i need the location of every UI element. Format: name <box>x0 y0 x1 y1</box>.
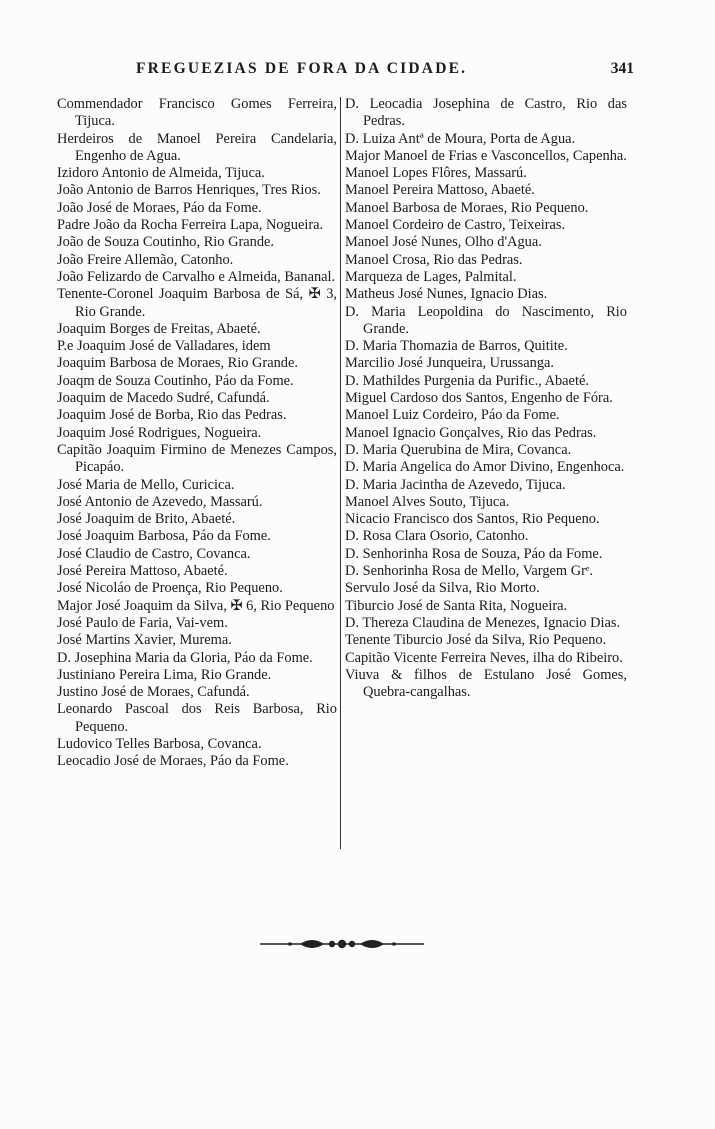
directory-entry: José Antonio de Azevedo, Massarú. <box>57 493 263 510</box>
directory-entry: Manoel Barbosa de Moraes, Rio Pequeno. <box>345 199 589 216</box>
directory-entry: D. Maria Thomazia de Barros, Quitite. <box>345 338 568 355</box>
column-divider <box>340 97 341 849</box>
directory-entry: Ludovico Telles Barbosa, Covanca. <box>57 735 262 752</box>
directory-entry: Major Manoel de Frias e Vasconcellos, Capenha. <box>345 147 627 164</box>
directory-entry: Commendador Francisco Gomes Ferreira, Tijuca. <box>57 96 337 130</box>
directory-entry: Herdeiros de Manoel Pereira Candelaria, Engenho de Agua. <box>57 130 337 164</box>
directory-entry: Manoel Pereira Mattoso, Abaeté. <box>345 182 535 199</box>
directory-entry: D. Luiza Antª de Moura, Porta de Agua. <box>345 130 576 147</box>
directory-entry: D. Josephina Maria da Gloria, Páo da Fome. <box>57 649 313 666</box>
directory-entry: Manoel Cordeiro de Castro, Teixeiras. <box>345 217 566 234</box>
directory-entry: Manoel Ignacio Gonçalves, Rio das Pedras. <box>345 424 597 441</box>
directory-entry: D. Leocadia Josephina de Castro, Rio das Pedras. <box>345 96 627 130</box>
directory-entry: José Claudio de Castro, Covanca. <box>57 545 251 562</box>
directory-entry: Manoel Alves Souto, Tijuca. <box>345 493 510 510</box>
directory-entry: Manoel Luiz Cordeiro, Páo da Fome. <box>345 407 560 424</box>
directory-entry: Capitão Joaquim Firmino de Menezes Campos, Picapáo. <box>57 441 337 476</box>
directory-entry: Joaquim de Macedo Sudré, Cafundá. <box>57 390 270 407</box>
directory-entry: Major José Joaquim da Silva, ✠ 6, Rio Pequeno <box>57 597 335 614</box>
directory-entry: José Joaquim de Brito, Abaeté. <box>57 511 236 528</box>
directory-entry: Miguel Cardoso dos Santos, Engenho de Fóra. <box>345 390 613 407</box>
directory-entry: Servulo José da Silva, Rio Morto. <box>345 580 540 597</box>
directory-entry: Nicacio Francisco dos Santos, Rio Pequeno. <box>345 511 600 528</box>
right-column <box>345 96 627 701</box>
directory-entry: João de Souza Coutinho, Rio Grande. <box>57 234 275 251</box>
directory-entry: Padre João da Rocha Ferreira Lapa, Nogueira. <box>57 217 324 234</box>
page-header <box>56 60 634 84</box>
directory-entry: Matheus José Nunes, Ignacio Dias. <box>345 286 548 303</box>
directory-entry: João José de Moraes, Páo da Fome. <box>57 199 262 216</box>
directory-entry: José Nicoláo de Proença, Rio Pequeno. <box>57 580 283 597</box>
directory-entry: Tenente-Coronel Joaquim Barbosa de Sá, ✠ 3, Rio Grande. <box>57 286 337 320</box>
directory-entry: Capitão Vicente Ferreira Neves, ilha do Ribeiro. <box>345 649 623 666</box>
directory-entry: D. Thereza Claudina de Menezes, Ignacio Dias. <box>345 614 621 631</box>
running-title: FREGUEZIAS DE FORA DA CIDADE. <box>136 60 468 77</box>
directory-entry: José Martins Xavier, Murema. <box>57 632 232 649</box>
directory-entry: D. Maria Querubina de Mira, Covanca. <box>345 441 572 458</box>
directory-entry: D. Senhorinha Rosa de Mello, Vargem Grᵉ. <box>345 563 594 580</box>
directory-entry: Marcilio José Junqueira, Urussanga. <box>345 355 555 372</box>
directory-entry: Joaquim José Rodrigues, Nogueira. <box>57 424 262 441</box>
directory-entry: João Antonio de Barros Henriques, Tres Rios. <box>57 182 321 199</box>
directory-entry: Viuva & filhos de Estulano José Gomes, Quebra-cangalhas. <box>345 666 627 701</box>
directory-entry: Marqueza de Lages, Palmital. <box>345 268 517 285</box>
directory-entry: José Pereira Mattoso, Abaeté. <box>57 563 228 580</box>
directory-entry: José Joaquim Barbosa, Páo da Fome. <box>57 528 271 545</box>
directory-entry: Tiburcio José de Santa Rita, Nogueira. <box>345 597 568 614</box>
directory-entry: José Paulo de Faria, Vai-vem. <box>57 614 228 631</box>
directory-entry: Joaquim Barbosa de Moraes, Rio Grande. <box>57 355 298 372</box>
directory-entry: Izidoro Antonio de Almeida, Tijuca. <box>57 165 265 182</box>
directory-entry: D. Rosa Clara Osorio, Catonho. <box>345 528 529 545</box>
directory-entry: João Freire Allemão, Catonho. <box>57 251 234 268</box>
directory-entry: Justino José de Moraes, Cafundá. <box>57 684 250 701</box>
directory-entry: José Maria de Mello, Curicica. <box>57 476 235 493</box>
directory-entry: D. Maria Jacintha de Azevedo, Tijuca. <box>345 476 566 493</box>
directory-entry: D. Maria Angelica do Amor Divino, Engenhoca. <box>345 459 625 476</box>
directory-entry: Manoel Lopes Flôres, Massarú. <box>345 165 527 182</box>
ornament-rule <box>260 936 424 952</box>
directory-entry: D. Maria Leopoldina do Nascimento, Rio Grande. <box>345 303 627 337</box>
directory-entry: D. Mathildes Purgenia da Purific., Abaeté. <box>345 372 589 389</box>
directory-entry: P.e Joaquim José de Valladares, idem <box>57 338 271 355</box>
page-number: 341 <box>610 60 634 77</box>
directory-entry: Justiniano Pereira Lima, Rio Grande. <box>57 666 272 683</box>
directory-entry: Manoel José Nunes, Olho d'Agua. <box>345 234 542 251</box>
directory-entry: Leocadio José de Moraes, Páo da Fome. <box>57 753 289 770</box>
directory-entry: Tenente Tiburcio José da Silva, Rio Pequeno. <box>345 632 607 649</box>
directory-entry: João Felizardo de Carvalho e Almeida, Bananal. <box>57 268 336 285</box>
directory-entry: Joaquim José de Borba, Rio das Pedras. <box>57 407 287 424</box>
directory-entry: Joaquim Borges de Freitas, Abaeté. <box>57 320 261 337</box>
directory-entry: D. Senhorinha Rosa de Souza, Páo da Fome. <box>345 545 603 562</box>
directory-entry: Joaqm de Souza Coutinho, Páo da Fome. <box>57 372 294 389</box>
directory-entry: Manoel Crosa, Rio das Pedras. <box>345 251 523 268</box>
directory-entry: Leonardo Pascoal dos Reis Barbosa, Rio Pequeno. <box>57 701 337 735</box>
left-column <box>57 96 337 771</box>
